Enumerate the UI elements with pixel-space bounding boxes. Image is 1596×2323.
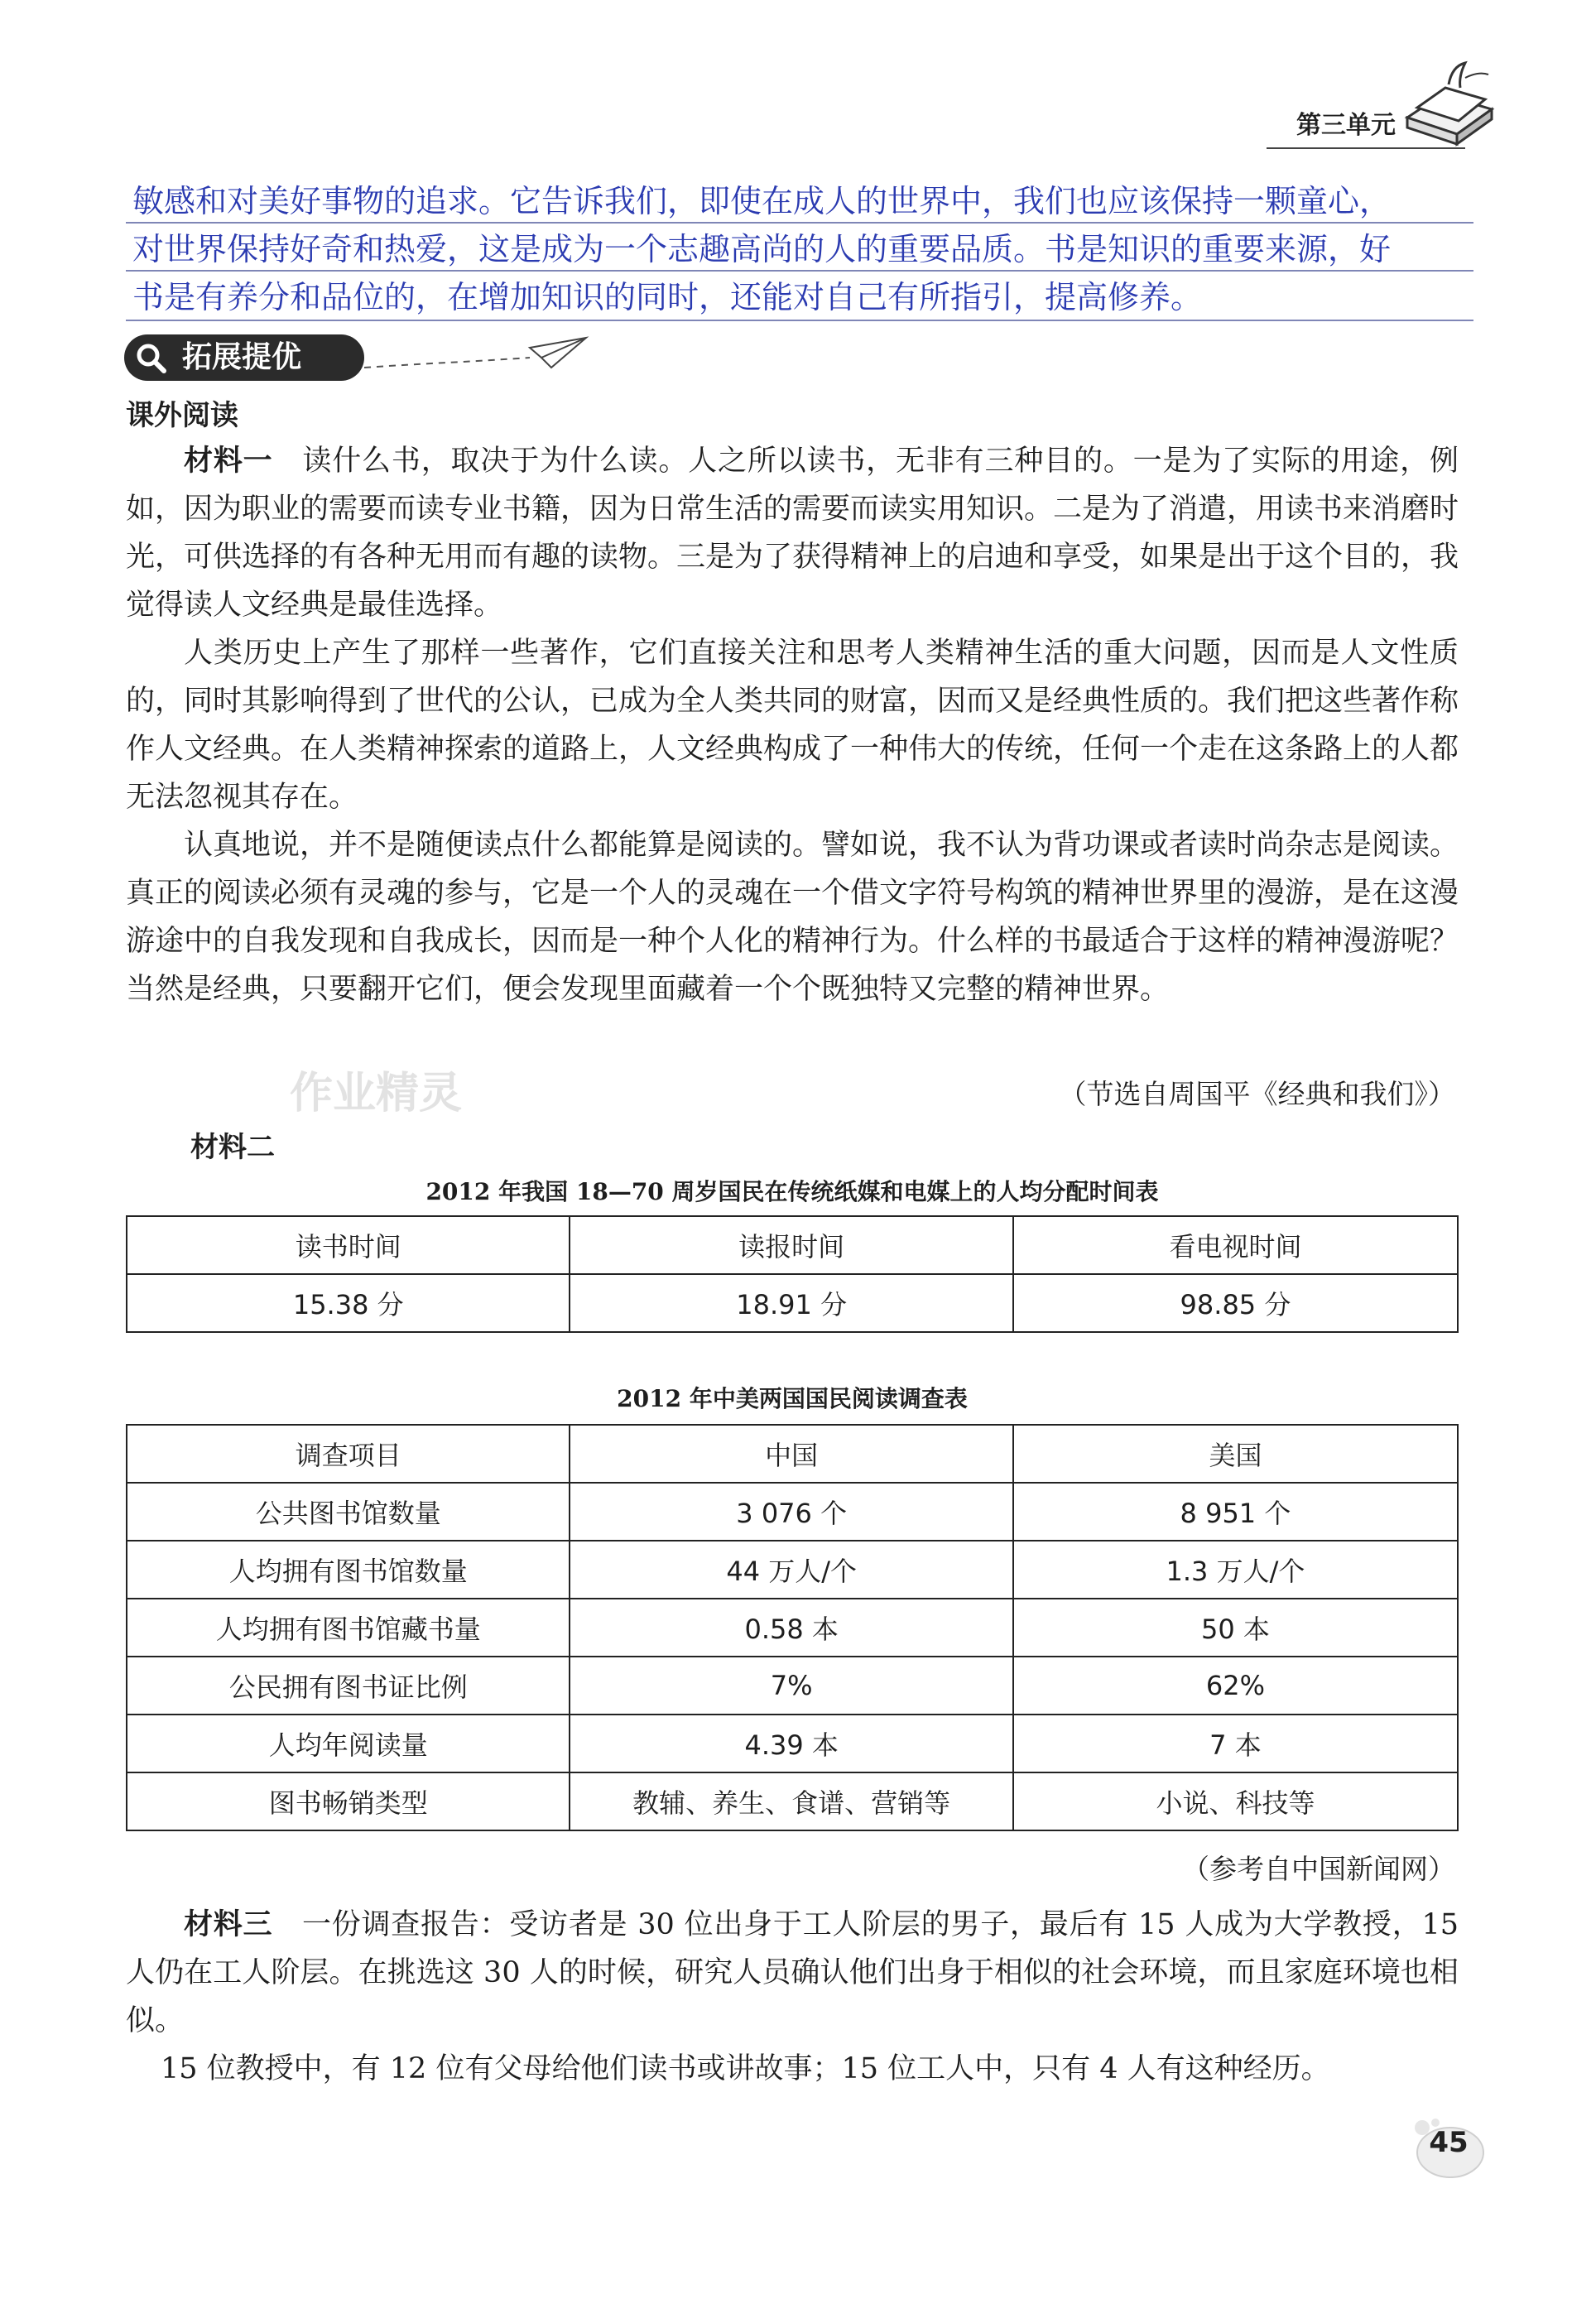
table-cell: 98.85 分 bbox=[1013, 1274, 1458, 1332]
paragraph: 15 位教授中，有 12 位有父母给他们读书或讲故事；15 位工人中，只有 4 人有这种经历。 bbox=[161, 2052, 1330, 2085]
table-cell: 15.38 分 bbox=[127, 1274, 570, 1332]
section-subtitle: 课外阅读 bbox=[126, 399, 238, 432]
table-row bbox=[127, 1274, 1458, 1332]
paper-plane-icon bbox=[364, 331, 596, 381]
paragraph: 材料一 读什么书，取决于为什么读。人之所以读书，无非有三种目的。一是为了实际的用途，例如，因为职业的需要而读专业书籍，因为日常生活的需要而读实用知识。二是为了消遣，用读书来消磨时光，可供选择的有各种无用而有趣的读物。三是为了获得精神上的启迪和享受，如果是出于这个目的，我觉得读人文经典是最佳选择。 bbox=[126, 445, 1459, 622]
table-cell: 44 万人/个 bbox=[570, 1541, 1012, 1599]
table-row bbox=[127, 1599, 1458, 1657]
books-icon bbox=[1399, 60, 1498, 151]
material1-source: （节选自周国平《经典和我们》） bbox=[1059, 1078, 1455, 1110]
answer-underline bbox=[126, 320, 1473, 321]
page-number: 45 bbox=[1429, 2126, 1469, 2159]
table-header-row bbox=[127, 1425, 1458, 1483]
page-number-badge bbox=[1407, 2118, 1490, 2181]
table-header-cell: 中国 bbox=[570, 1425, 1012, 1483]
table-header-cell: 读报时间 bbox=[570, 1216, 1012, 1274]
material1-text bbox=[126, 437, 1459, 1013]
table-cell: 人均年阅读量 bbox=[127, 1715, 570, 1772]
answer-line: 敏感和对美好事物的追求。它告诉我们，即使在成人的世界中，我们也应该保持一颗童心， bbox=[132, 183, 1392, 219]
table-cell: 7% bbox=[570, 1657, 1012, 1715]
table-cell: 教辅、养生、食谱、营销等 bbox=[570, 1772, 1012, 1830]
watermark: 作业精灵 bbox=[290, 1069, 463, 1118]
answer-line: 书是有养分和品位的，在增加知识的同时，还能对自己有所指引，提高修养。 bbox=[132, 279, 1203, 315]
table-cell: 小说、科技等 bbox=[1013, 1772, 1458, 1830]
material2-label: 材料二 bbox=[190, 1131, 275, 1164]
table-header-row bbox=[127, 1216, 1458, 1274]
reading-survey-table bbox=[126, 1424, 1459, 1831]
table-row bbox=[127, 1483, 1458, 1541]
table-cell: 公共图书馆数量 bbox=[127, 1483, 570, 1541]
table-cell: 7 本 bbox=[1013, 1715, 1458, 1772]
answer-underline bbox=[126, 222, 1473, 224]
table1-caption: 2012 年我国 18—70 周岁国民在传统纸媒和电媒上的人均分配时间表 bbox=[425, 1178, 1159, 1205]
table-cell: 人均拥有图书馆数量 bbox=[127, 1541, 570, 1599]
table-header-cell: 美国 bbox=[1013, 1425, 1458, 1483]
table-cell: 4.39 本 bbox=[570, 1715, 1012, 1772]
table-cell: 1.3 万人/个 bbox=[1013, 1541, 1458, 1599]
section-banner bbox=[124, 334, 364, 381]
material3-label: 材料三 bbox=[184, 1908, 273, 1941]
table-cell: 公民拥有图书证比例 bbox=[127, 1657, 570, 1715]
table-header-cell: 看电视时间 bbox=[1013, 1216, 1458, 1274]
table-header-cell: 调查项目 bbox=[127, 1425, 570, 1483]
table-header-cell: 读书时间 bbox=[127, 1216, 570, 1274]
paragraph: 认真地说，并不是随便读点什么都能算是阅读的。譬如说，我不认为背功课或者读时尚杂志是阅读。真正的阅读必须有灵魂的参与，它是一个人的灵魂在一个借文字符号构筑的精神世界里的漫游，是在这漫游途中的自我发现和自我成长，因而是一种个人化的精神行为。什么样的书最适合于这样的精神漫游呢？当然是经典，只要翻开它们，便会发现里面藏着一个个既独特又完整的精神世界。 bbox=[126, 829, 1459, 1006]
table-cell: 50 本 bbox=[1013, 1599, 1458, 1657]
table2-caption: 2012 年中美两国国民阅读调查表 bbox=[617, 1385, 968, 1412]
table-cell: 0.58 本 bbox=[570, 1599, 1012, 1657]
magnifier-icon bbox=[134, 341, 167, 374]
table-row bbox=[127, 1715, 1458, 1772]
material3-text bbox=[126, 1901, 1459, 2093]
table-row bbox=[127, 1541, 1458, 1599]
table-cell: 18.91 分 bbox=[570, 1274, 1012, 1332]
paragraph: 材料三 一份调查报告：受访者是 30 位出身于工人阶层的男子，最后有 15 人成为大学教授，15 人仍在工人阶层。在挑选这 30 人的时候，研究人员确认他们出身于相似的社会环境，而且家庭环境也相似。 bbox=[126, 1908, 1459, 2037]
table-cell: 8 951 个 bbox=[1013, 1483, 1458, 1541]
answer-line: 对世界保持好奇和热爱，这是成为一个志趣高尚的人的重要品质。书是知识的重要来源，好 bbox=[132, 231, 1392, 267]
table-cell: 图书畅销类型 bbox=[127, 1772, 570, 1830]
paragraph: 人类历史上产生了那样一些著作，它们直接关注和思考人类精神生活的重大问题，因而是人文性质的，同时其影响得到了世代的公认，已成为全人类共同的财富，因而又是经典性质的。我们把这些著作称作人文经典。在人类精神探索的道路上，人文经典构成了一种伟大的传统，任何一个走在这条路上的人都无法忽视其存在。 bbox=[126, 637, 1459, 814]
table-cell: 人均拥有图书馆藏书量 bbox=[127, 1599, 570, 1657]
table-cell: 3 076 个 bbox=[570, 1483, 1012, 1541]
material1-label: 材料一 bbox=[184, 445, 273, 478]
unit-label: 第三单元 bbox=[1296, 111, 1396, 140]
table-row bbox=[127, 1657, 1458, 1715]
table-row bbox=[127, 1772, 1458, 1830]
time-allocation-table bbox=[126, 1215, 1459, 1333]
table-cell: 62% bbox=[1013, 1657, 1458, 1715]
material2-source: （参考自中国新闻网） bbox=[1182, 1853, 1455, 1885]
banner-title: 拓展提优 bbox=[182, 340, 302, 374]
answer-underline bbox=[126, 270, 1473, 272]
